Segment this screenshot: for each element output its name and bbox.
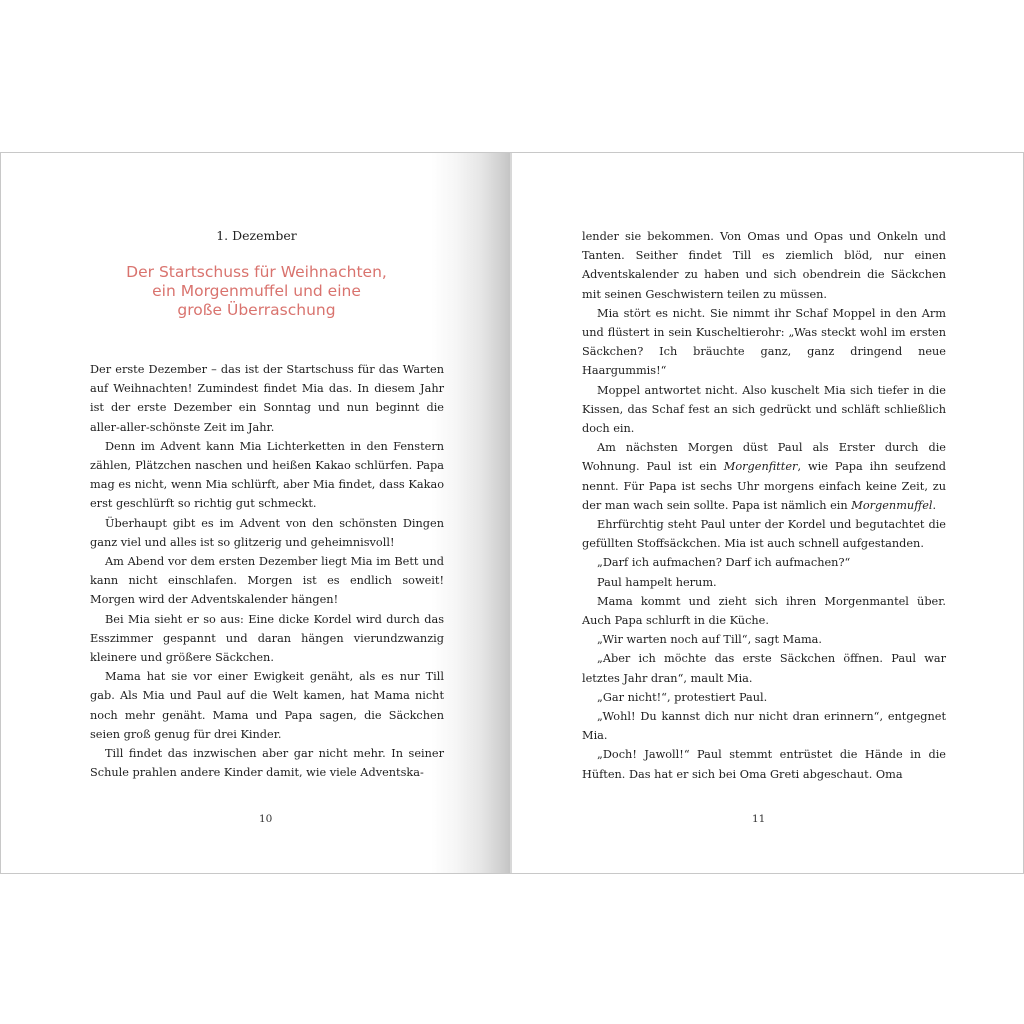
paragraph: Ehrfürchtig steht Paul unter der Kordel und begutachtet die gefüllten Stoffsäckchen. Mia ist auch schnell aufgestanden.: [582, 518, 946, 551]
paragraph: Am Abend vor dem ersten Dezember liegt Mia im Bett und kann nicht einschlafen. Morgen ist es endlich soweit! Morgen wird der Adventskalender hängen!: [90, 555, 444, 607]
paragraph: Moppel antwortet nicht. Also kuschelt Mia sich tiefer in die Kissen, das Schaf fest an sich gedrückt und schläft schließlich doch ein.: [582, 383, 946, 436]
chapter-title-line: Der Startschuss für Weihnachten,: [126, 263, 387, 281]
left-page: [1, 153, 512, 873]
left-body-text: [90, 360, 444, 782]
chapter-date: 1. Dezember: [216, 228, 297, 243]
text-run: .: [932, 498, 937, 512]
paragraph: [582, 438, 946, 515]
paragraph: Mama hat sie vor einer Ewigkeit genäht, als es nur Till gab. Als Mia und Paul auf die Welt kamen, hat Mama nicht noch mehr genäht. Mama und Papa sagen, die Säckchen seien groß genug für drei Kinder.: [90, 670, 444, 741]
text-run: , wie Papa ihn seufzend nennt. Für Papa ist sechs Uhr morgens einfach keine Zeit, zu der man wach sein sollte. Papa ist nämlich ein: [582, 460, 946, 512]
paragraph: „Gar nicht!“, protestiert Paul.: [597, 690, 768, 704]
paragraph: Der erste Dezember – das ist der Startschuss für das Warten auf Weihnachten! Zumindest findet Mia das. In diesem Jahr ist der erste Dezember ein Sonntag und nun beginnt die aller-aller-schönste Zeit im Jahr.: [90, 363, 444, 434]
paragraph: Denn im Advent kann Mia Lichterketten in den Fenstern zählen, Plätzchen naschen und heißen Kakao schlürfen. Papa mag es nicht, wenn Mia schlürft, aber Mia findet, dass Kakao erst geschlürft so richtig gut schmeckt.: [90, 439, 444, 511]
paragraph: „Wir warten noch auf Till“, sagt Mama.: [597, 633, 822, 647]
page-number: 10: [259, 813, 273, 825]
paragraph: „Wohl! Du kannst dich nur nicht dran erinnern“, entgegnet Mia.: [582, 710, 946, 743]
paragraph: lender sie bekommen. Von Omas und Opas und Onkeln und Tanten. Seither findet Till es ziemlich blöd, nur einen Adventskalender zu haben und sich obendrein die Säckchen mit seinen Geschwistern teilen zu müssen.: [582, 230, 946, 301]
right-page: [512, 153, 1023, 873]
book-spread: [0, 152, 1024, 874]
paragraph: „Darf ich aufmachen? Darf ich aufmachen?“: [597, 556, 851, 570]
paragraph: „Doch! Jawoll!“ Paul stemmt entrüstet die Hände in die Hüften. Das hat er sich bei Oma Greti abgeschaut. Oma: [582, 748, 946, 781]
chapter-title-line: große Überraschung: [177, 301, 336, 319]
chapter-title: [1, 263, 512, 320]
emphasis: Morgenmuffel: [851, 498, 933, 512]
paragraph: Mama kommt und zieht sich ihren Morgenmantel über. Auch Papa schlurft in die Küche.: [582, 594, 946, 628]
emphasis: Morgenfitter: [723, 460, 798, 474]
paragraph: Mia stört es nicht. Sie nimmt ihr Schaf Moppel in den Arm und flüstert in sein Kuscheltierohr: „Was steckt wohl im ersten Säckchen? Ich bräuchte ganz, ganz dringend neue Haargummis!“: [582, 306, 946, 378]
paragraph: Till findet das inzwischen aber gar nicht mehr. In seiner Schule prahlen andere Kinder damit, wie viele Adventska-: [90, 747, 444, 780]
paragraph: „Aber ich möchte das erste Säckchen öffnen. Paul war letztes Jahr dran“, mault Mia.: [582, 652, 946, 685]
right-body-text: [582, 227, 946, 784]
chapter-title-line: ein Morgenmuffel und eine: [152, 282, 361, 300]
paragraph: Überhaupt gibt es im Advent von den schönsten Dingen ganz viel und alles ist so glitzerig und geheimnisvoll!: [90, 516, 444, 549]
page-number: 11: [752, 813, 766, 825]
text-run: Am nächsten Morgen düst Paul als Erster durch die Wohnung. Paul ist ein: [582, 441, 946, 474]
paragraph: Bei Mia sieht er so aus: Eine dicke Kordel wird durch das Esszimmer gespannt und daran hängen vierundzwanzig kleinere und größere Säckchen.: [90, 612, 444, 665]
paragraph: Paul hampelt herum.: [597, 575, 717, 589]
